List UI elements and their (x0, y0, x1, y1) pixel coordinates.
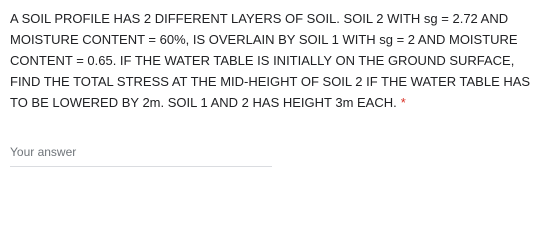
question-title (10, 8, 547, 113)
answer-input[interactable] (10, 141, 272, 167)
required-asterisk: * (400, 95, 406, 110)
question-text: A SOIL PROFILE HAS 2 DIFFERENT LAYERS OF SOIL. SOIL 2 WITH sg = 2.72 AND MOISTURE CONTENT = 60%, IS OVERLAIN BY SOIL 1 WITH sg = 2 AND MOISTURE CONTENT = 0.65. IF THE WATER TABLE IS INITIALLY ON THE GROUND SURFACE, FIND THE TOTAL STRESS AT THE MID-HEIGHT OF SOIL 2 IF THE WATER TABLE HAS TO BE LOWERED BY 2m. SOIL 1 AND 2 HAS HEIGHT 3m EACH. (10, 11, 531, 110)
answer-field-wrapper (10, 141, 272, 167)
